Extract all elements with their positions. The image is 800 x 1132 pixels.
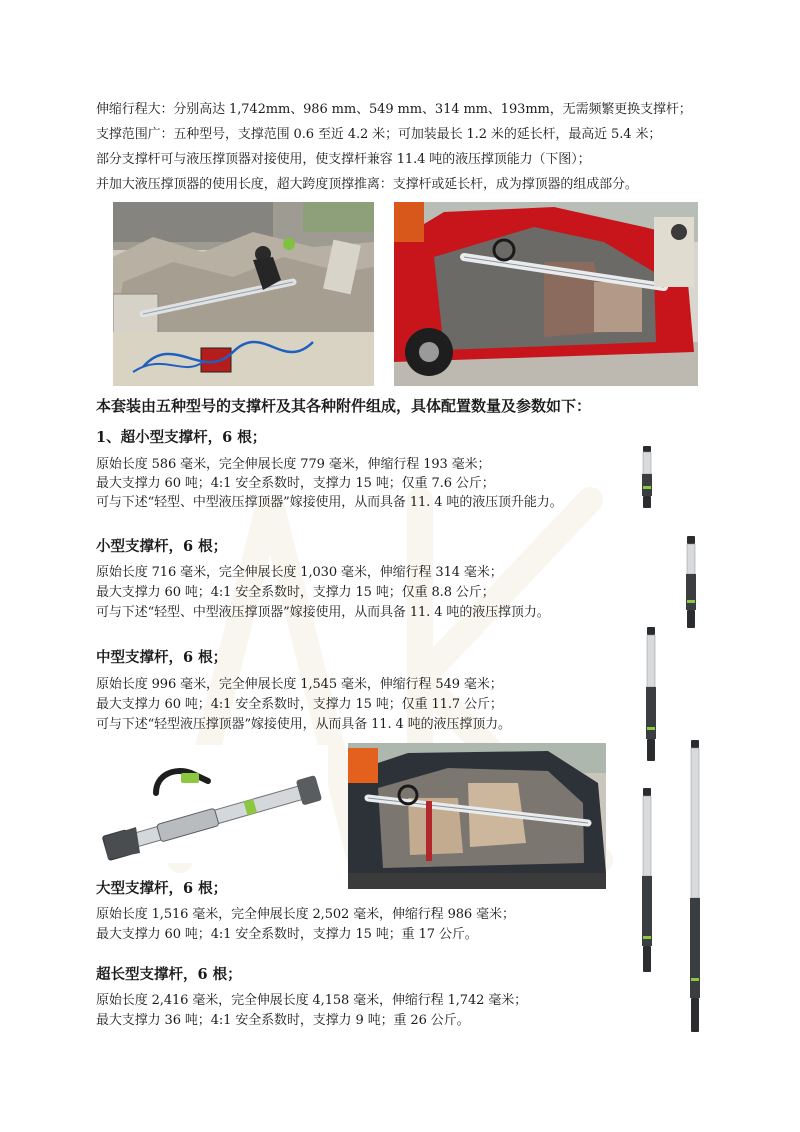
model-5-line-2: 最大支撑力 36 吨；4:1 安全系数时，支撑力 9 吨；重 26 公斤。 <box>96 1013 470 1028</box>
intro-line-2: 支撑范围广：五种型号，支撑范围 0.6 至近 4.2 米；可加装最长 1.2 米的延长杆，最高近 5.4 米； <box>96 127 662 142</box>
intro-line-4: 并加大液压撑顶器的使用长度，超大跨度顶撑推离：支撑杆或延长杆，成为撑顶器的组成部分。 <box>96 177 638 192</box>
model-5-title: 超长型支撑杆，6 根； <box>96 966 242 983</box>
model-5-line-1: 原始长度 2,416 毫米，完全伸展长度 4,158 毫米，伸缩行程 1,742 毫米； <box>96 993 528 1008</box>
model-3-line-1: 原始长度 996 毫米，完全伸展长度 1,545 毫米，伸缩行程 549 毫米； <box>96 677 503 692</box>
model-1-line-3: 可与下述“轻型、中型液压撑顶器”嫁接使用，从而具备 11. 4 吨的液压顶升能力。 <box>96 495 563 510</box>
model-1-line-2: 最大支撑力 60 吨；4:1 安全系数时，支撑力 15 吨；仅重 7.6 公斤； <box>96 476 495 491</box>
strut-rod-small-icon <box>684 536 698 628</box>
strut-rod-extra-long-icon <box>688 740 702 1032</box>
model-2-title: 小型支撑杆，6 根； <box>96 538 228 555</box>
model-3-title: 中型支撑杆，6 根； <box>96 649 228 666</box>
model-3-line-2: 最大支撑力 60 吨；4:1 安全系数时，支撑力 15 吨；仅重 11.7 公斤； <box>96 697 503 712</box>
model-2-line-3: 可与下述“轻型、中型液压撑顶器”嫁接使用，从而具备 11. 4 吨的液压撑顶力。 <box>96 605 550 620</box>
strut-rod-medium-icon <box>644 627 658 761</box>
intro-line-3: 部分支撑杆可与液压撑顶器对接使用，使支撑杆兼容 11.4 吨的液压撑顶能力（下图）； <box>96 152 591 167</box>
model-1-title: 1、超小型支撑杆，6 根； <box>96 429 267 446</box>
photo-rubble-rescue <box>113 202 374 386</box>
model-1-line-1: 原始长度 586 毫米，完全伸展长度 779 毫米，伸缩行程 193 毫米； <box>96 457 491 472</box>
model-2-line-2: 最大支撑力 60 吨；4:1 安全系数时，支撑力 15 吨；仅重 8.8 公斤； <box>96 585 495 600</box>
photo-hydraulic-ram <box>96 745 328 863</box>
strut-rod-extra-small-icon <box>640 446 654 508</box>
photo-truck-rescue <box>394 202 698 386</box>
intro-line-1: 伸缩行程大：分别高达 1,742mm、986 mm、549 mm、314 mm、193mm，无需频繁更换支撑杆； <box>96 102 692 117</box>
kit-heading: 本套装由五种型号的支撑杆及其各种附件组成，具体配置数量及参数如下： <box>96 397 592 415</box>
model-4-title: 大型支撑杆，6 根； <box>96 880 228 897</box>
model-4-line-1: 原始长度 1,516 毫米，完全伸展长度 2,502 毫米，伸缩行程 986 毫米； <box>96 907 515 922</box>
model-3-line-3: 可与下述“轻型液压撑顶器”嫁接使用，从而具备 11. 4 吨的液压撑顶力。 <box>96 717 511 732</box>
strut-rod-large-icon <box>640 788 654 972</box>
model-2-line-1: 原始长度 716 毫米，完全伸展长度 1,030 毫米，伸缩行程 314 毫米； <box>96 565 503 580</box>
model-4-line-2: 最大支撑力 60 吨；4:1 安全系数时，支撑力 15 吨；重 17 公斤。 <box>96 927 478 942</box>
photo-car-rescue <box>348 743 606 889</box>
